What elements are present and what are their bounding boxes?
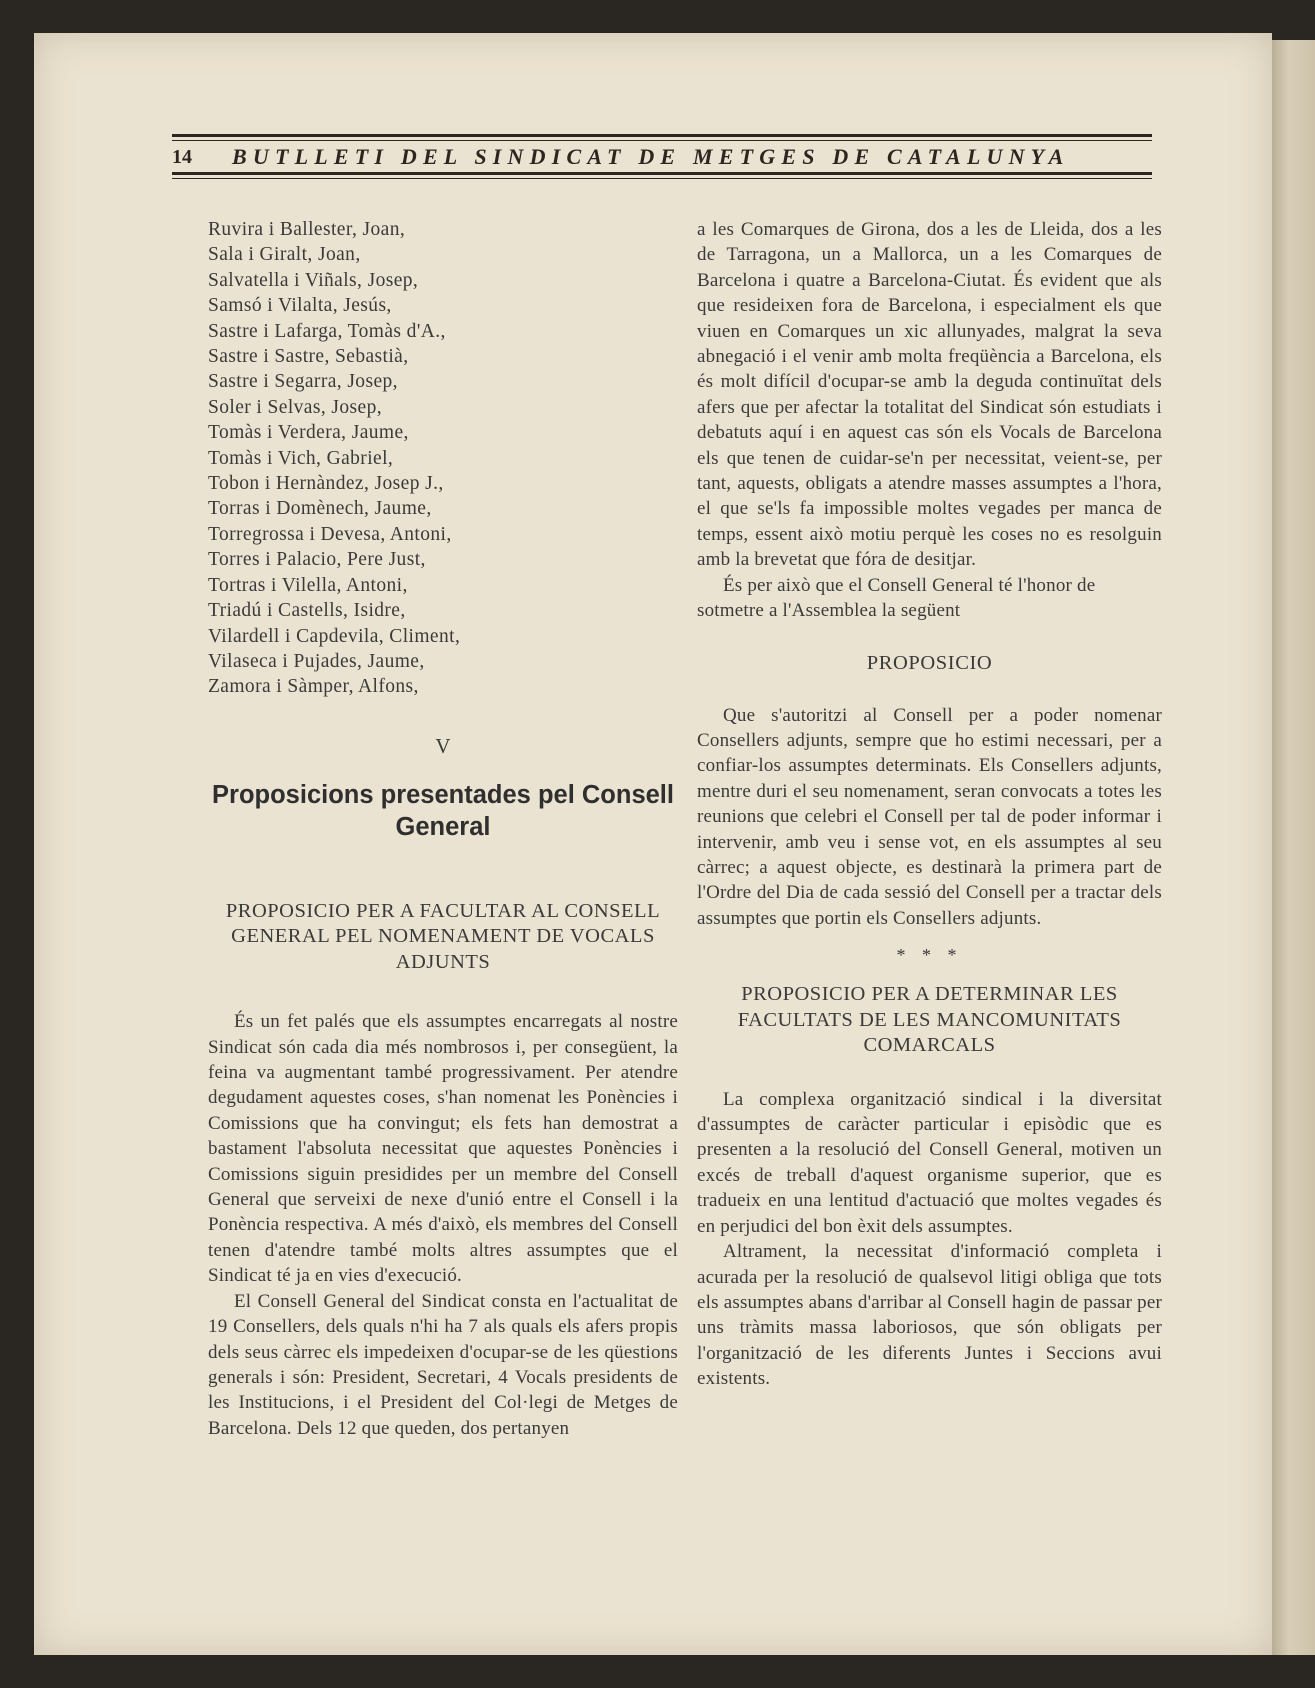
right-column [697,217,1162,1392]
left-column [208,217,678,1441]
list-item: Tomàs i Vich, Gabriel, [208,447,394,469]
list-item: Sastre i Lafarga, Tomàs d'A., [208,320,446,342]
list-item: Vilaseca i Pujades, Jaume, [208,650,425,672]
paragraph: És un fet palés que els assumptes encarregats al nostre Sindicat són cada dia més nombrosos i, per consegüent, la feina va augmentant també progressivament. Per atendre degudament aquestes coses, s'han nomenat les Ponències i Comissions que ha convingut; els fets han demostrat a bastament l'absoluta necessitat que aquestes Ponències i Comissions siguin presidides per un membre del Consell General que serveixi de nexe d'unió entre el Consell i la Ponència respectiva. A més d'això, els membres del Consell tenen d'atendre també molts altres assumptes que el Sindicat té ja en vies d'execució. [208,1011,678,1287]
list-item: Torres i Palacio, Pere Just, [208,549,426,571]
book-spine [1272,40,1315,1655]
proposal-text: Que s'autoritzi al Consell per a poder nomenar Consellers adjunts, sempre que ho estimi necessari, per a confiar-los assumptes determinats. Els Consellers adjunts, mentre duri el seu nomenament, seran convocats a totes les reunions que celebri el Consell per tal de poder informar i intervenir, amb veu i sense vot, en els assumptes al seu càrrec; a aquest objecte, es destinarà la primera part de l'Ordre del Dia de cada sessió del Consell per a tractar dels assumptes que portin els Consellers adjunts. [697,704,1162,929]
subheading: PROPOSICIO PER A DETERMINAR LES FACULTATS DE LES MANCOMUNITATS COMARCALS [737,983,1122,1057]
list-item: Vilardell i Capdevila, Climent, [208,625,461,647]
paragraph: És per això que el Consell General té l'honor de sotmetre a l'Assemblea la següent [697,574,1096,622]
journal-title: BUTLLETI DEL SINDICAT DE METGES DE CATALUNYA [232,144,1070,169]
list-item: Sastre i Segarra, Josep, [208,371,398,393]
header-rule-bottom [172,172,1152,175]
list-item: Soler i Selvas, Josep, [208,396,382,418]
paragraph: El Consell General del Sindicat consta en l'actualitat de 19 Consellers, dels quals n'hi ha 7 als quals els afers propis dels seus càrrec els impedeixen d'ocupar-se de les qüestions generals i són: President, Secretari, 4 Vocals presidents de les Institucions, i el President del Col·legi de Metges de Barcelona. Dels 12 que queden, dos pertanyen [208,1290,678,1439]
subheading: PROPOSICIO PER A FACULTAR AL CONSELL GENERAL PEL NOMENAMENT DE VOCALS ADJUNTS [225,899,661,973]
list-item: Sastre i Sastre, Sebastià, [208,346,409,368]
list-item: Salvatella i Viñals, Josep, [208,269,419,291]
running-header [172,122,1152,182]
separator: * * * [896,945,963,966]
header-rule-top [172,134,1152,137]
page-number: 14 [172,145,192,168]
list-item: Tomàs i Verdera, Jaume, [208,422,409,444]
header-text [172,142,1152,172]
paragraph: Altrament, la necessitat d'informació completa i acurada per la resolució de qualsevol litigi obliga que tots els assumptes abans d'arribar al Consell hagin de passar per uns tràmits massa laboriosos, que són obligats per l'organització de les diferents Juntes i Seccions avui existents. [697,1241,1162,1390]
proposal-heading: PROPOSICIO [866,651,993,674]
list-item: Zamora i Sàmper, Alfons, [208,676,419,698]
paragraph: La complexa organització sindical i la diversitat d'assumptes de caràcter particular i episòdic que es presenten a la resolució del Consell General, motiven un excés de treball d'aquest organisme superior, que es tradueix en una lentitud d'actuació que moltes vegades és en perjudici del bon èxit dels assumptes. [697,1088,1162,1237]
list-item: Tobon i Hernàndez, Josep J., [208,473,444,495]
paragraph: a les Comarques de Girona, dos a les de Lleida, dos a les de Tarragona, un a Mallorca, un a les Comarques de Barcelona i quatre a Barcelona-Ciutat. És evident que als que resideixen fora de Barcelona, i especialment els que viuen en Comarques un xic allunyades, malgrat la seva abnegació i el venir amb molta freqüència a Barcelona, els és molt difícil d'ocupar-se amb la deguda continuïtat dels afers que per afectar la totalitat del Sindicat són estudiats i debatuts aquí i en aquest cas són els Vocals de Barcelona els que tenen de cuidar-se'n per necessitat, veient-se, per tant, aquests, obligats a atendre masses assumptes a l'hora, el que se'ls fa impossible moltes vegades per manca de temps, essent això motiu perquè les coses no es resolguin amb la brevetat que fóra de desitjar. [697,219,1162,571]
list-item: Sala i Giralt, Joan, [208,244,361,266]
list-item: Tortras i Vilella, Antoni, [208,574,408,596]
header-rule-bottom-thin [172,178,1152,179]
section-number: V [435,733,451,758]
list-item: Samsó i Vilalta, Jesús, [208,295,392,317]
header-rule-top-thin [172,140,1152,141]
member-list [208,217,678,700]
list-item: Ruvira i Ballester, Joan, [208,219,406,240]
list-item: Torregrossa i Devesa, Antoni, [208,523,452,545]
list-item: Torras i Domènech, Jaume, [208,498,432,520]
section-title: Proposicions presentades pel Consell General [212,780,674,841]
list-item: Triadú i Castells, Isidre, [208,600,406,622]
